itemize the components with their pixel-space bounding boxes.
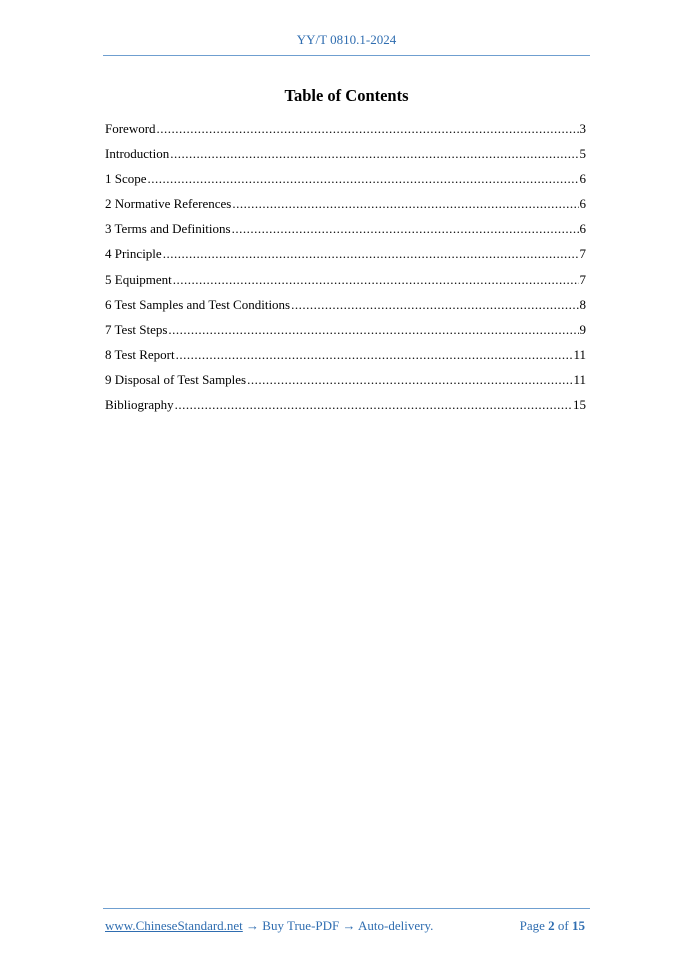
toc-entry-label: Bibliography — [105, 397, 174, 413]
toc-dot-leader — [291, 297, 578, 313]
footer — [105, 918, 585, 934]
toc-dot-leader — [232, 196, 578, 212]
toc-entry-page: 6 — [579, 171, 586, 187]
toc-entry-test-steps[interactable] — [105, 322, 586, 347]
toc-dot-leader — [173, 272, 579, 288]
page-of: of — [554, 918, 572, 933]
toc-entry-terms-and-definitions[interactable] — [105, 221, 586, 246]
toc-dot-leader — [176, 347, 573, 363]
toc-dot-leader — [157, 121, 579, 137]
toc-entry-label: 9 Disposal of Test Samples — [105, 371, 247, 387]
toc-entry-label: 7 Test Steps — [105, 321, 168, 337]
toc-entry-test-samples[interactable] — [105, 297, 586, 322]
toc-dot-leader — [163, 246, 579, 262]
toc-entry-page: 7 — [579, 271, 586, 287]
page-indicator — [520, 918, 585, 934]
toc-dot-leader — [232, 221, 579, 237]
toc-entry-page: 6 — [579, 221, 586, 237]
toc-entry-page: 11 — [573, 346, 586, 362]
toc-title: Table of Contents — [284, 86, 409, 105]
toc-entry-page: 3 — [579, 121, 586, 136]
toc-entry-page: 5 — [579, 146, 586, 162]
toc-entry-label: 2 Normative References — [105, 196, 232, 212]
toc-entry-foreword[interactable] — [105, 121, 586, 146]
toc-entry-page: 8 — [579, 296, 586, 312]
footer-rule — [103, 908, 590, 909]
toc-entry-label: 1 Scope — [105, 171, 147, 187]
toc-entry-test-report[interactable] — [105, 347, 586, 372]
toc-entry-label: 8 Test Report — [105, 346, 175, 362]
toc-entry-label: 6 Test Samples and Test Conditions — [105, 296, 291, 312]
toc-entry-label: 4 Principle — [105, 246, 162, 262]
page-current: 2 — [548, 918, 555, 933]
toc-entry-bibliography[interactable] — [105, 397, 586, 422]
toc-entry-page: 15 — [573, 397, 586, 413]
toc-entry-page: 9 — [579, 321, 586, 337]
footer-promo — [105, 918, 433, 934]
header-rule — [103, 55, 590, 56]
toc-entry-label: 5 Equipment — [105, 271, 172, 287]
toc-entry-label: Introduction — [105, 146, 170, 162]
toc-dot-leader — [148, 171, 579, 187]
toc-entry-label: Foreword — [105, 121, 156, 136]
website-link[interactable]: www.ChineseStandard.net — [105, 918, 243, 933]
toc-entry-introduction[interactable] — [105, 146, 586, 171]
header-code: YY/T 0810.1-2024 — [296, 32, 397, 47]
toc-entry-principle[interactable] — [105, 246, 586, 271]
toc-entry-disposal[interactable] — [105, 372, 586, 397]
toc-dot-leader — [168, 322, 578, 338]
toc-dot-leader — [175, 397, 572, 413]
toc-list — [105, 121, 586, 422]
toc-entry-page: 6 — [579, 196, 586, 212]
toc-entry-equipment[interactable] — [105, 272, 586, 297]
toc-entry-page: 7 — [579, 246, 586, 262]
toc-entry-scope[interactable] — [105, 171, 586, 196]
toc-dot-leader — [170, 146, 578, 162]
footer-promo-text: → Buy True-PDF → Auto-delivery. — [242, 918, 434, 933]
toc-entry-normative-references[interactable] — [105, 196, 586, 221]
page-total: 15 — [572, 918, 585, 933]
toc-entry-page: 11 — [573, 371, 586, 387]
page-prefix: Page — [519, 918, 549, 933]
toc-entry-label: 3 Terms and Definitions — [105, 221, 231, 237]
toc-dot-leader — [247, 372, 572, 388]
